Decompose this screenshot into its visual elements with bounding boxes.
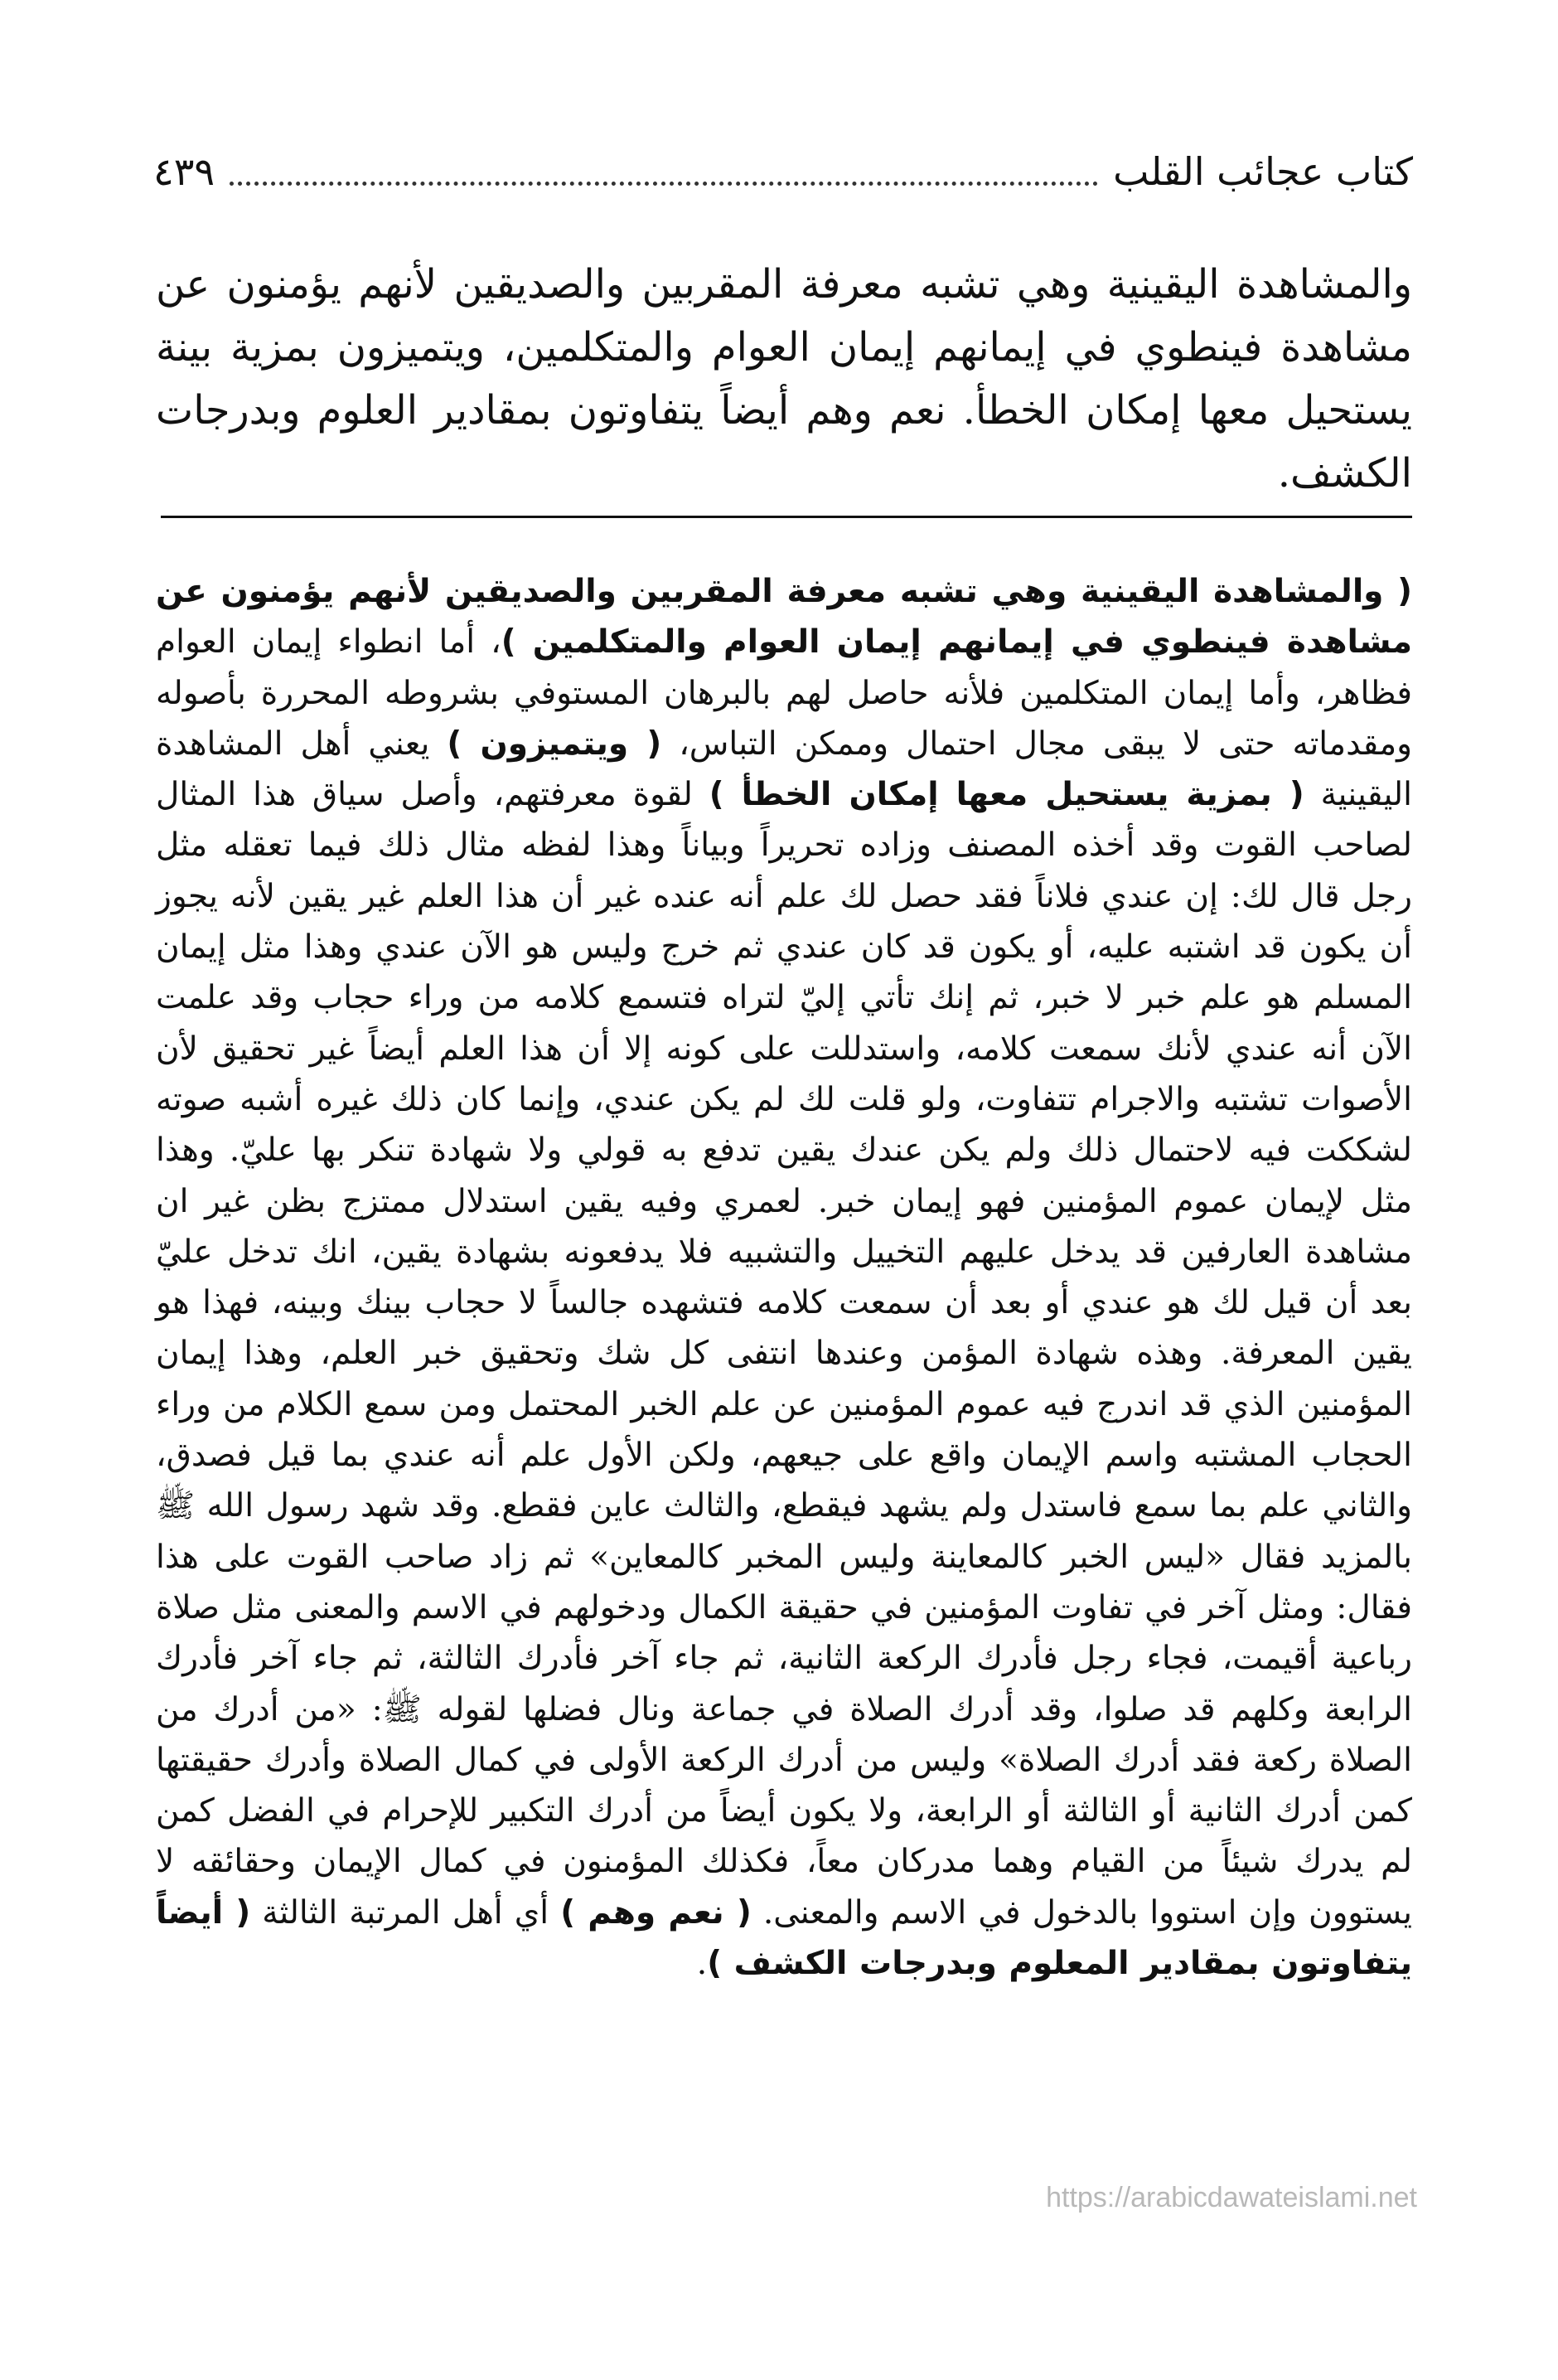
commentary-text: أي أهل المرتبة الثالثة — [250, 1893, 561, 1932]
commentary-quote: ( والمشاهدة اليقينية وهي تشبه معرفة المقربين والصديقين لأنهم يؤمنون عن مشاهدة فينطوي في إيمانهم إيمان العوام والمتكلمين ) — [156, 573, 1412, 662]
commentary-text: يعني أهل المشاهدة اليقينية — [156, 725, 1413, 814]
commentary-text: لقوة معرفتهم، وأصل سياق هذا المثال لصاحب القوت وقد أخذه المصنف وزاده تحريراً وبياناً وهذا لفظه مثال ذلك فيما تعقله مثل رجل قال لك: إن عندي فلاناً فقد حصل لك علم أنه عنده غير أن هذا العلم غير يقين لأنه يجوز أن يكون قد اشتبه عليه، أو يكون قد كان عندي ثم خرج وليس هو الآن عندي وهذا مثل إيمان المسلم هو علم خبر لا خبر، ثم إنك تأتي إليّ لتراه فتسمع كلامه من وراء حجاب وقد علمت الآن أنه عندي لأنك سمعت كلامه، واستدللت على كونه إلا أن هذا العلم أيضاً غير تحقيق لأن الأصوات تشتبه والاجرام تتفاوت، ولو قلت لك لم يكن عندي، وإنما كان ذلك غيره أشبه صوته لشككت فيه لاحتمال ذلك ولم يكن عندك يقين تدفع به قولي ولا شهادة تنكر بها عليّ. وهذا مثل لإيمان عموم المؤمنين فهو إيمان خبر. لعمري وفيه يقين استدلال ممتزج بظن غير ان مشاهدة العارفين قد يدخل عليهم التخييل والتشبيه فلا يدفعونه بشهادة يقين، انك تدخل عليّ بعد أن قيل لك هو عندي أو بعد أن سمعت كلامه فتشهده جالساً لا حجاب بينك وبينه، فهذا هو يقين المعرفة. وهذه شهادة المؤمن وعندها انتفى كل شك وتحقيق خبر العلم، وهذا إيمان المؤمنين الذي قد اندرج فيه عموم المؤمنين عن علم الخبر المحتمل ومن سمع الكلام من وراء الحجاب المشتبه واسم الإيمان واقع على جيعهم، ولكن الأول علم أنه عندي بما قيل فصدق، والثاني علم بما سمع فاستدل ولم يشهد فيقطع، والثالث عاين فقطع. وقد شهد رسول الله ﷺ بالمزيد فقال «ليس الخبر كالمعاينة وليس المخبر كالمعاين» ثم زاد صاحب القوت على هذا فقال: ومثل آخر في تفاوت المؤمنين في حقيقة الكمال ودخولهم في الاسم والمعنى مثل صلاة رباعية أقيمت، فجاء رجل فأدرك الركعة الثانية، ثم جاء آخر فأدرك الثالثة، ثم جاء آخر فأدرك الرابعة وكلهم قد صلوا، وقد أدرك الصلاة في جماعة ونال فضلها لقوله ﷺ: «من أدرك من الصلاة ركعة فقد أدرك الصلاة» وليس من أدرك الركعة الأولى في كمال الصلاة وأدرك حقيقتها كمن أدرك الثانية أو الثالثة أو الرابعة، ولا يكون أيضاً من أدرك التكبير للإحرام في الفضل كمن لم يدرك شيئاً من القيام وهما مدركان معاً، فكذلك المؤمنون في كمال الإيمان وحقائقه لا يستوون وإن استووا بالدخول في الاسم والمعنى. — [156, 776, 1412, 1932]
main-text-block — [156, 253, 1412, 505]
main-text-paragraph: والمشاهدة اليقينية وهي تشبه معرفة المقربين والصديقين لأنهم يؤمنون عن مشاهدة فينطوي في إيمانهم إيمان العوام والمتكلمين، ويتميزون بمزية بينة يستحيل معها إمكان الخطأ. نعم وهم أيضاً يتفاوتون بمقادير العلوم وبدرجات الكشف. — [156, 261, 1412, 497]
commentary-text: ، أما انطواء إيمان العوام فظاهر، وأما إيمان المتكلمين فلأنه حاصل لهم بالبرهان المستوفي بشروطه المحررة بأصوله ومقدماته حتى لا يبقى مجال احتمال وممكن التباس، — [156, 623, 1412, 763]
watermark-url: https://arabicdawateislami.net — [1046, 2182, 1417, 2213]
commentary-quote: ( بمزية يستحيل معها إمكان الخطأ ) — [709, 776, 1304, 814]
running-header — [153, 124, 1413, 194]
commentary-quote: ( نعم وهم ) — [560, 1893, 752, 1932]
commentary-quote: ( أيضاً يتفاوتون بمقادير المعلوم وبدرجات الكشف ) — [156, 1893, 1412, 1983]
commentary-paragraph — [156, 566, 1412, 1989]
footnote-divider — [161, 516, 1412, 518]
page-number: ٤٣٩ — [153, 149, 215, 194]
commentary-text: . — [696, 1945, 708, 1983]
leader-dots — [230, 182, 1098, 186]
commentary-quote: ( ويتميزون ) — [447, 725, 662, 763]
commentary-block — [156, 566, 1412, 1989]
book-title: كتاب عجائب القلب — [1113, 149, 1413, 194]
